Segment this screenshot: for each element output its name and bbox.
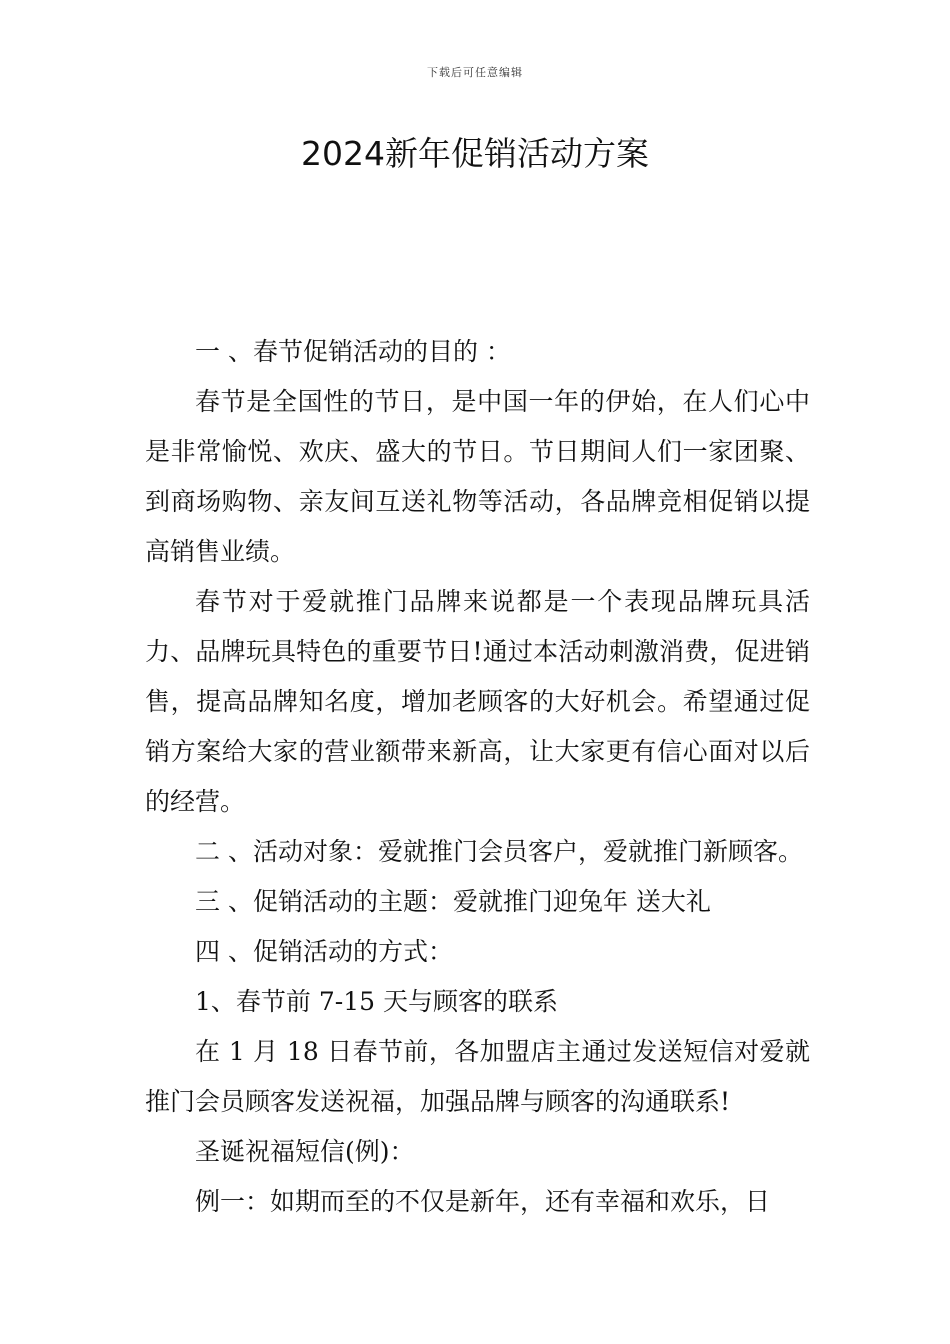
document-body bbox=[145, 327, 810, 1227]
paragraph-sms-greeting: 在 1 月 18 日春节前，各加盟店主通过发送短信对爱就推门会员顾客发送祝福，加强品牌与顾客的沟通联系! bbox=[145, 1037, 810, 1116]
section-heading-theme: 三 、促销活动的主题：爱就推门迎兔年 送大礼 bbox=[195, 887, 711, 916]
subsection-customer-contact: 1、春节前 7-15 天与顾客的联系 bbox=[195, 987, 558, 1016]
section-heading-target: 二 、活动对象：爱就推门会员客户，爱就推门新顾客。 bbox=[195, 837, 803, 866]
paragraph-spring-festival-intro: 春节是全国性的节日，是中国一年的伊始，在人们心中是非常愉悦、欢庆、盛大的节日。节日期间人们一家团聚、到商场购物、亲友间互送礼物等活动，各品牌竞相促销以提高销售业绩。 bbox=[145, 387, 810, 566]
paragraph-brand-opportunity: 春节对于爱就推门品牌来说都是一个表现品牌玩具活力、品牌玩具特色的重要节日!通过本活动刺激消费，促进销售，提高品牌知名度，增加老顾客的大好机会。希望通过促销方案给大家的营业额带来新高，让大家更有信心面对以后的经营。 bbox=[145, 587, 810, 816]
section-heading-purpose: 一 、春节促销活动的目的 ： bbox=[195, 337, 511, 366]
section-heading-methods: 四 、促销活动的方式： bbox=[195, 937, 453, 966]
paragraph-sms-example-heading: 圣诞祝福短信(例)： bbox=[195, 1137, 415, 1166]
header-note: 下载后可任意编辑 bbox=[427, 66, 523, 79]
document-title: 2024新年促销活动方案 bbox=[301, 134, 649, 173]
paragraph-example-one: 例一：如期而至的不仅是新年，还有幸福和欢乐，日 bbox=[195, 1187, 771, 1216]
